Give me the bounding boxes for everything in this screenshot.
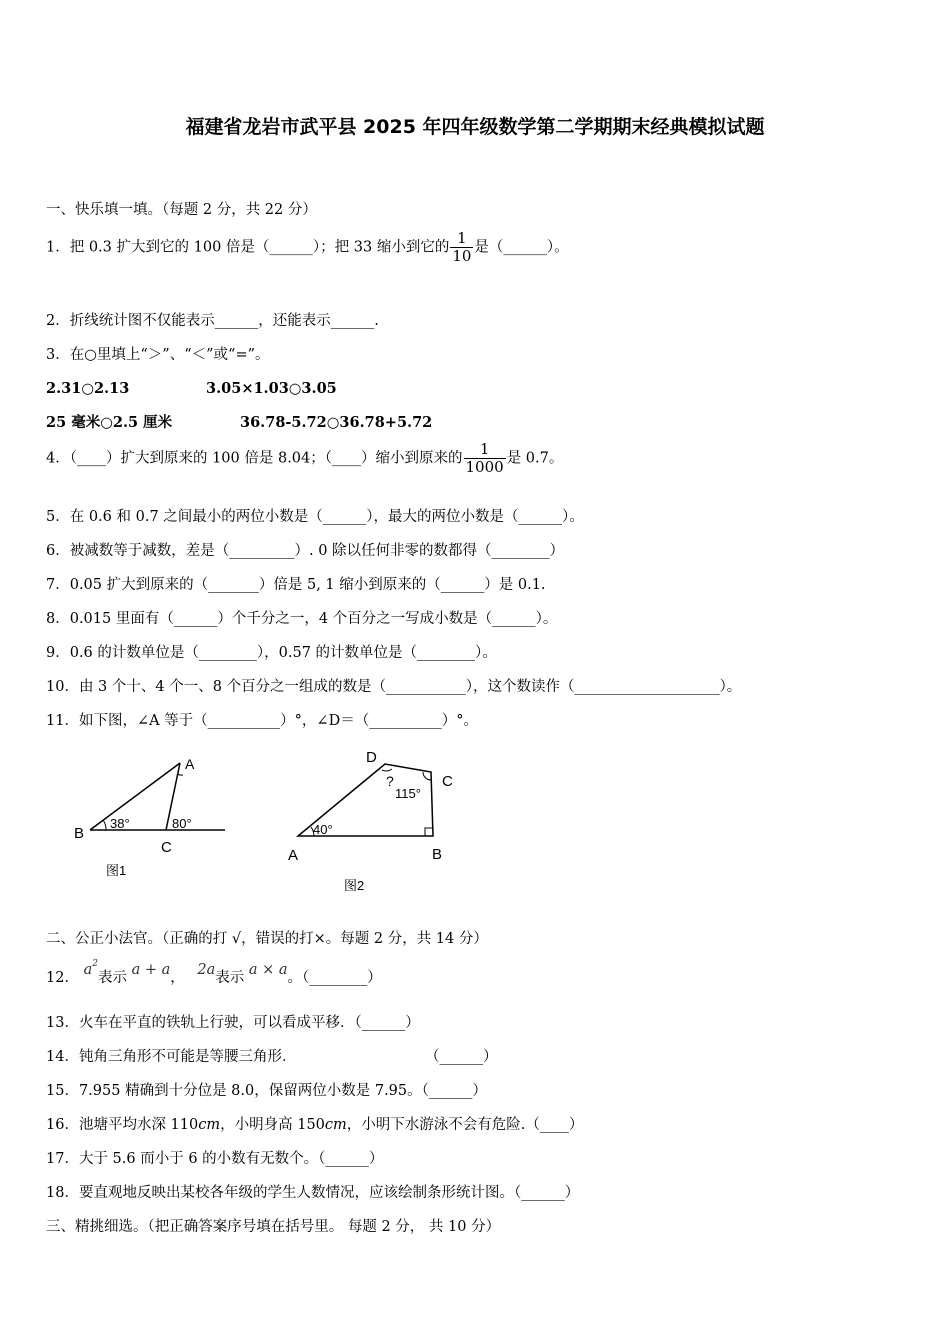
q12-exponent: 2 xyxy=(92,959,98,969)
q16-unit-1: cm xyxy=(198,1117,221,1133)
fig1-arc-a xyxy=(177,774,183,775)
fig2-angle-a: 40° xyxy=(313,822,333,837)
q1-text-a: 1．把 0.3 扩大到它的 100 倍是（______）；把 33 缩小到它的 xyxy=(46,239,450,256)
q12-expr-a-squared xyxy=(83,959,98,978)
fig2-arc-c xyxy=(423,772,431,780)
q12-expr-2a: 2a xyxy=(197,962,216,978)
q4-numerator: 1 xyxy=(464,441,506,459)
question-9: 9．0.6 的计数单位是（________），0.57 的计数单位是（________）。 xyxy=(46,645,497,661)
fig2-angle-c: 115° xyxy=(395,786,421,801)
question-17: 17．大于 5.6 而小于 6 的小数有无数个。（______） xyxy=(46,1151,384,1167)
figure-2 xyxy=(280,740,480,900)
fig2-arc-d xyxy=(382,769,392,771)
fig2-angle-d: ? xyxy=(386,773,394,789)
q12-expr-a-plus-a: a + a xyxy=(131,962,171,978)
q12-number: 12． xyxy=(46,970,79,986)
q3-row-1-right: 3.05×1.03○3.05 xyxy=(206,380,337,397)
fig1-label-c: C xyxy=(161,839,172,856)
figure-1 xyxy=(60,745,240,885)
question-1 xyxy=(46,230,569,265)
question-16 xyxy=(46,1115,583,1135)
fig2-label-b: B xyxy=(432,846,443,863)
section-1-heading: 一、快乐填一填。（每题 2 分，共 22 分） xyxy=(46,202,317,218)
fig2-label-d: D xyxy=(366,749,377,766)
question-2: 2．折线统计图不仅能表示______，还能表示______. xyxy=(46,313,379,329)
q1-numerator: 1 xyxy=(450,230,473,248)
q4-text-a: 4．（____）扩大到原来的 100 倍是 8.04；（____）缩小到原来的 xyxy=(46,450,463,467)
section-2-heading: 二、公正小法官。（正确的打 √，错误的打×。每题 2 分，共 14 分） xyxy=(46,931,488,947)
fig2-label-a: A xyxy=(288,847,299,864)
question-8: 8．0.015 里面有（______）个千分之一，4 个百分之一写成小数是（______）。 xyxy=(46,611,558,627)
q16-text-b: ，小明身高 150 xyxy=(220,1117,325,1133)
q12-answer: 。（________） xyxy=(287,970,382,986)
question-15: 15．7.955 精确到十分位是 8.0，保留两位小数是 7.95。（______） xyxy=(46,1083,487,1099)
q16-text-c: ，小明下水游泳不会有危险.（____） xyxy=(346,1117,584,1133)
fig1-angle-c: 80° xyxy=(172,816,192,831)
q3-row-2-left: 25 毫米○2.5 厘米 xyxy=(46,414,173,431)
question-7: 7．0.05 扩大到原来的（_______）倍是 5, 1 缩小到原来的（______）是 0.1. xyxy=(46,577,546,593)
question-10: 10．由 3 个十、4 个一、8 个百分之一组成的数是（___________），这个数读作（____________________）。 xyxy=(46,679,742,695)
question-3: 3．在○里填上“＞”、“＜”或“=”。 xyxy=(46,347,270,363)
q1-denominator: 10 xyxy=(452,247,472,265)
q16-unit-2: cm xyxy=(324,1117,347,1133)
question-14-answer: （______） xyxy=(425,1049,498,1065)
fig1-angle-b: 38° xyxy=(110,816,130,831)
q4-text-b: 是 0.7。 xyxy=(506,450,564,467)
q3-row-2-right: 36.78-5.72○36.78+5.72 xyxy=(240,414,433,431)
question-5: 5．在 0.6 和 0.7 之间最小的两位小数是（______），最大的两位小数是（______）。 xyxy=(46,509,584,525)
q1-text-b: 是（______）。 xyxy=(474,239,569,256)
section-3-heading: 三、精挑细选。（把正确答案序号填在括号里。 每题 2 分， 共 10 分） xyxy=(46,1219,501,1235)
fig1-caption: 图1 xyxy=(106,863,127,878)
fig1-label-b: B xyxy=(74,825,85,842)
q12-base: a xyxy=(83,962,93,978)
fig2-label-c: C xyxy=(442,773,453,790)
q4-fraction xyxy=(464,441,506,476)
fig2-right-angle-b xyxy=(425,828,433,836)
question-13: 13．火车在平直的铁轨上行驶，可以看成平移．（______） xyxy=(46,1015,420,1031)
question-14: 14．钝角三角形不可能是等腰三角形． xyxy=(46,1049,297,1065)
fig1-label-a: A xyxy=(185,756,195,772)
q12-separator: ， xyxy=(170,970,185,986)
q16-text-a: 16．池塘平均水深 110 xyxy=(46,1117,199,1133)
fig2-caption: 图2 xyxy=(344,878,365,893)
q12-expr-a-times-a: a × a xyxy=(248,962,288,978)
question-6: 6．被减数等于减数，差是（_________）. 0 除以任何非零的数都得（________） xyxy=(46,543,565,559)
page-title: 福建省龙岩市武平县 2025 年四年级数学第二学期期末经典模拟试题 xyxy=(185,116,765,138)
fig1-arc-b xyxy=(103,820,106,830)
question-11: 11．如下图，∠A 等于（__________）°，∠D＝（__________）°。 xyxy=(46,713,478,729)
q12-word-2: 表示 xyxy=(215,970,245,986)
q1-fraction xyxy=(450,230,473,265)
question-18: 18．要直观地反映出某校各年级的学生人数情况，应该绘制条形统计图。（______） xyxy=(46,1185,580,1201)
q12-word-1: 表示 xyxy=(97,970,127,986)
q4-denominator: 1000 xyxy=(465,458,504,476)
question-12 xyxy=(46,959,382,988)
question-4 xyxy=(46,441,563,476)
q3-row-1-left: 2.31○2.13 xyxy=(46,380,130,397)
